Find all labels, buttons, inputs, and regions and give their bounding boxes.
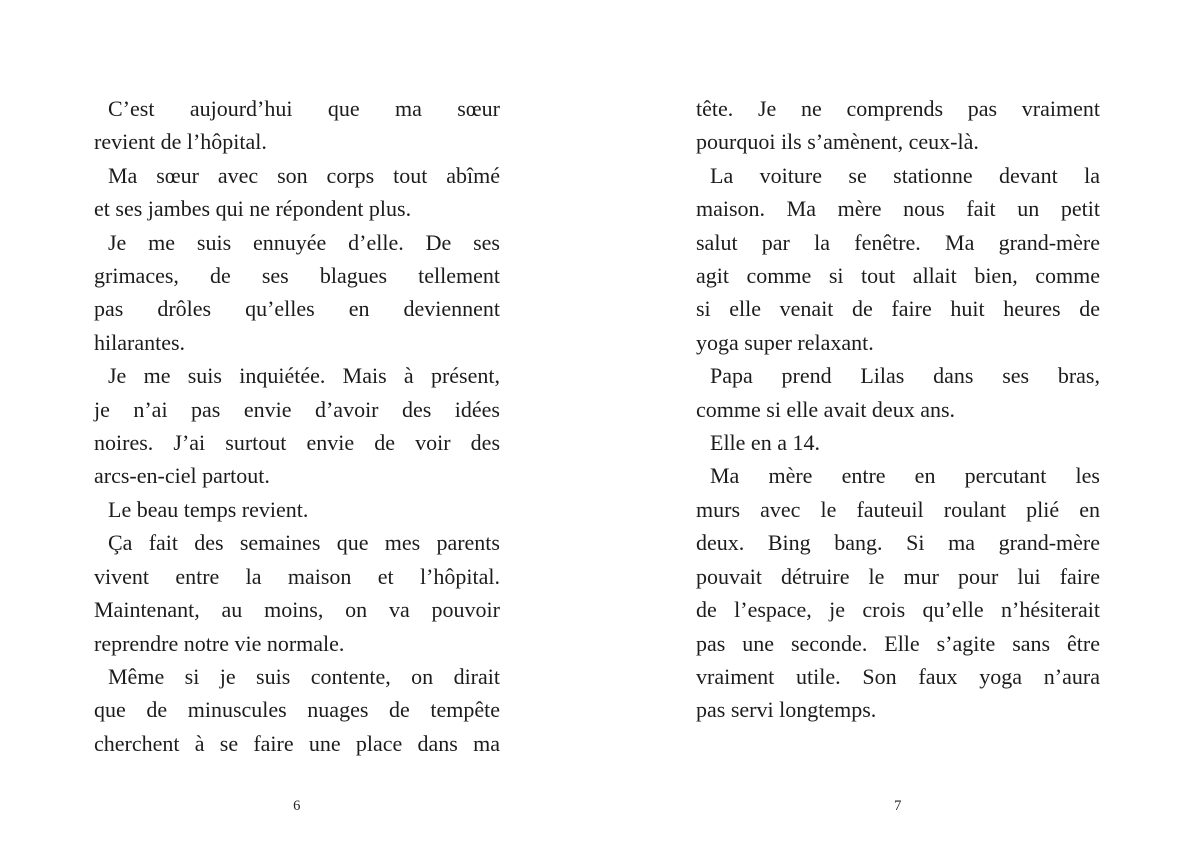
text-line: maison. Ma mère nous fait un petit: [696, 196, 1100, 222]
page-7-text-block: [696, 92, 1100, 727]
text-line: tête. Je ne comprends pas vraiment: [696, 96, 1100, 121]
text-line: yoga super relaxant.: [696, 329, 874, 355]
text-line: grimaces, de ses blagues tellement: [94, 263, 500, 289]
text-line: reprendre notre vie normale.: [94, 630, 345, 656]
text-line: Ma sœur avec son corps tout abîmé: [108, 162, 500, 188]
page-number-left: 6: [293, 798, 301, 814]
text-line: La voiture se stationne devant la: [710, 162, 1100, 188]
text-line: vraiment utile. Son faux yoga n’aura: [696, 663, 1100, 689]
text-line: Elle en a 14.: [710, 430, 820, 456]
text-line: salut par la fenêtre. Ma grand-mère: [696, 229, 1100, 255]
text-line: que de minuscules nuages de tempête: [94, 697, 500, 723]
text-line: de l’espace, je crois qu’elle n’hésiterait: [696, 597, 1100, 623]
text-line: vivent entre la maison et l’hôpital.: [94, 563, 500, 589]
text-line: je n’ai pas envie d’avoir des idées: [94, 396, 500, 422]
text-line: revient de l’hôpital.: [94, 129, 267, 155]
text-line: C’est aujourd’hui que ma sœur: [108, 96, 500, 121]
page-6-text-block: [94, 92, 500, 760]
text-line: arcs-en-ciel partout.: [94, 463, 270, 489]
text-line: deux. Bing bang. Si ma grand-mère: [696, 530, 1100, 556]
text-line: Le beau temps revient.: [108, 496, 309, 522]
text-line: si elle venait de faire huit heures de: [696, 296, 1100, 322]
text-line: et ses jambes qui ne répondent plus.: [94, 196, 412, 222]
text-line: comme si elle avait deux ans.: [696, 396, 956, 422]
text-line: pouvait détruire le mur pour lui faire: [696, 563, 1100, 589]
text-line: Ça fait des semaines que mes parents: [108, 530, 500, 556]
text-line: cherchent à se faire une place dans ma: [94, 730, 500, 756]
text-line: Ma mère entre en percutant les: [710, 463, 1100, 489]
text-line: hilarantes.: [94, 329, 186, 355]
text-line: Même si je suis contente, on dirait: [108, 663, 500, 689]
text-line: pas une seconde. Elle s’agite sans être: [696, 630, 1100, 656]
text-line: Je me suis ennuyée d’elle. De ses: [108, 229, 500, 255]
text-line: pas servi longtemps.: [696, 697, 877, 723]
text-line: noires. J’ai surtout envie de voir des: [94, 430, 500, 456]
text-line: Papa prend Lilas dans ses bras,: [710, 363, 1100, 389]
text-line: agit comme si tout allait bien, comme: [696, 263, 1100, 289]
text-line: Maintenant, au moins, on va pouvoir: [94, 597, 500, 623]
text-line: pas drôles qu’elles en deviennent: [94, 296, 500, 322]
text-line: murs avec le fauteuil roulant plié en: [696, 496, 1100, 522]
text-line: pourquoi ils s’amènent, ceux-là.: [696, 129, 979, 155]
page-number-right: 7: [894, 798, 902, 814]
text-line: Je me suis inquiétée. Mais à présent,: [108, 363, 500, 389]
